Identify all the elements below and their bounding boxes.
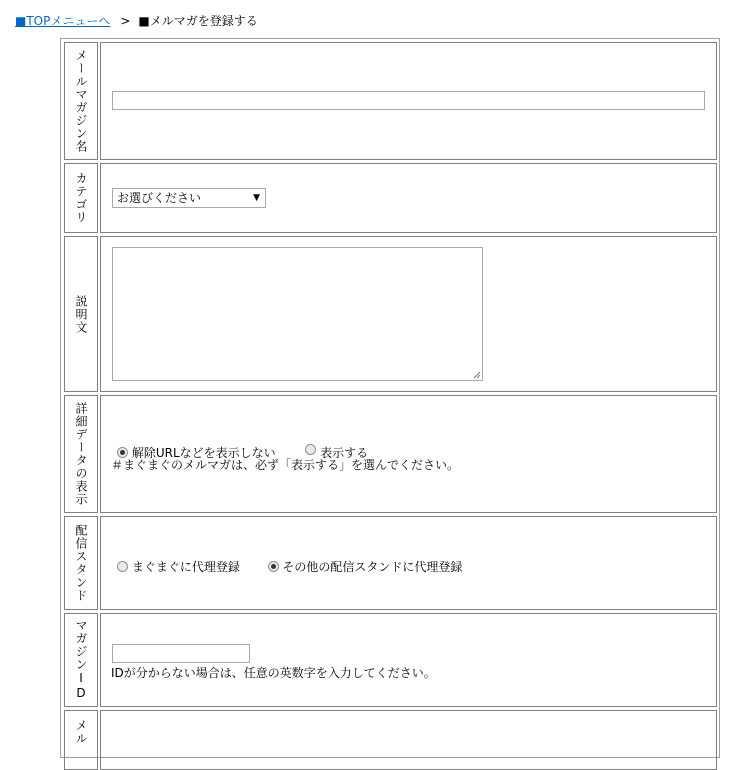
resize-grip-icon[interactable] bbox=[473, 371, 481, 379]
other-stand-radio[interactable] bbox=[268, 561, 279, 572]
mag2-radio[interactable] bbox=[117, 561, 128, 572]
detail-display-label-cell bbox=[64, 395, 98, 513]
category-select[interactable] bbox=[112, 188, 266, 208]
detail-display-label: 詳細データの表示 bbox=[74, 402, 88, 506]
breadcrumb-current: ■メルマガを登録する bbox=[138, 14, 258, 28]
top-menu-link[interactable]: ■TOPメニューへ bbox=[15, 14, 111, 28]
stand-options bbox=[117, 558, 462, 575]
category-label-cell bbox=[64, 163, 98, 233]
detail-display-value-cell bbox=[100, 395, 717, 513]
breadcrumb-separator: > bbox=[120, 14, 131, 28]
magazine-id-label-cell bbox=[64, 613, 98, 707]
magazine-id-note: IDが分からない場合は、任意の英数字を入力してください。 bbox=[111, 666, 436, 680]
dropdown-arrow-icon: ▼ bbox=[253, 193, 260, 203]
stand-label: 配信スタンド bbox=[74, 524, 88, 602]
description-label: 説明文 bbox=[74, 294, 88, 334]
next-row-label-cell bbox=[64, 710, 98, 770]
magazine-id-input[interactable] bbox=[112, 644, 250, 663]
next-row-value-cell bbox=[100, 710, 717, 770]
magazine-name-value-cell bbox=[100, 42, 717, 160]
magazine-name-input[interactable] bbox=[112, 91, 705, 110]
description-label-cell bbox=[64, 236, 98, 392]
description-value-cell bbox=[100, 236, 717, 392]
category-value-cell bbox=[100, 163, 717, 233]
stand-value-cell bbox=[100, 516, 717, 610]
hide-url-option-label[interactable]: 解除URLなどを表示しない bbox=[131, 446, 276, 460]
magazine-id-label: マガジンID bbox=[74, 619, 88, 701]
next-row-label: メル bbox=[74, 719, 88, 745]
show-radio[interactable] bbox=[305, 444, 316, 455]
show-option-label[interactable]: 表示する bbox=[320, 446, 369, 460]
mag2-option-label[interactable]: まぐまぐに代理登録 bbox=[131, 560, 240, 574]
breadcrumb bbox=[15, 12, 258, 29]
magazine-name-label: メールマガジン名 bbox=[74, 49, 88, 153]
other-stand-option-label[interactable]: その他の配信スタンドに代理登録 bbox=[282, 560, 463, 574]
detail-display-note: ＃まぐまぐのメルマガは、必ず「表示する」を選んでください。 bbox=[111, 458, 460, 472]
magazine-id-value-cell bbox=[100, 613, 717, 707]
category-label: カテゴリ bbox=[74, 172, 88, 224]
description-textarea[interactable] bbox=[112, 247, 483, 381]
magazine-name-label-cell bbox=[64, 42, 98, 160]
stand-label-cell bbox=[64, 516, 98, 610]
category-selected: お選びください bbox=[117, 191, 202, 205]
